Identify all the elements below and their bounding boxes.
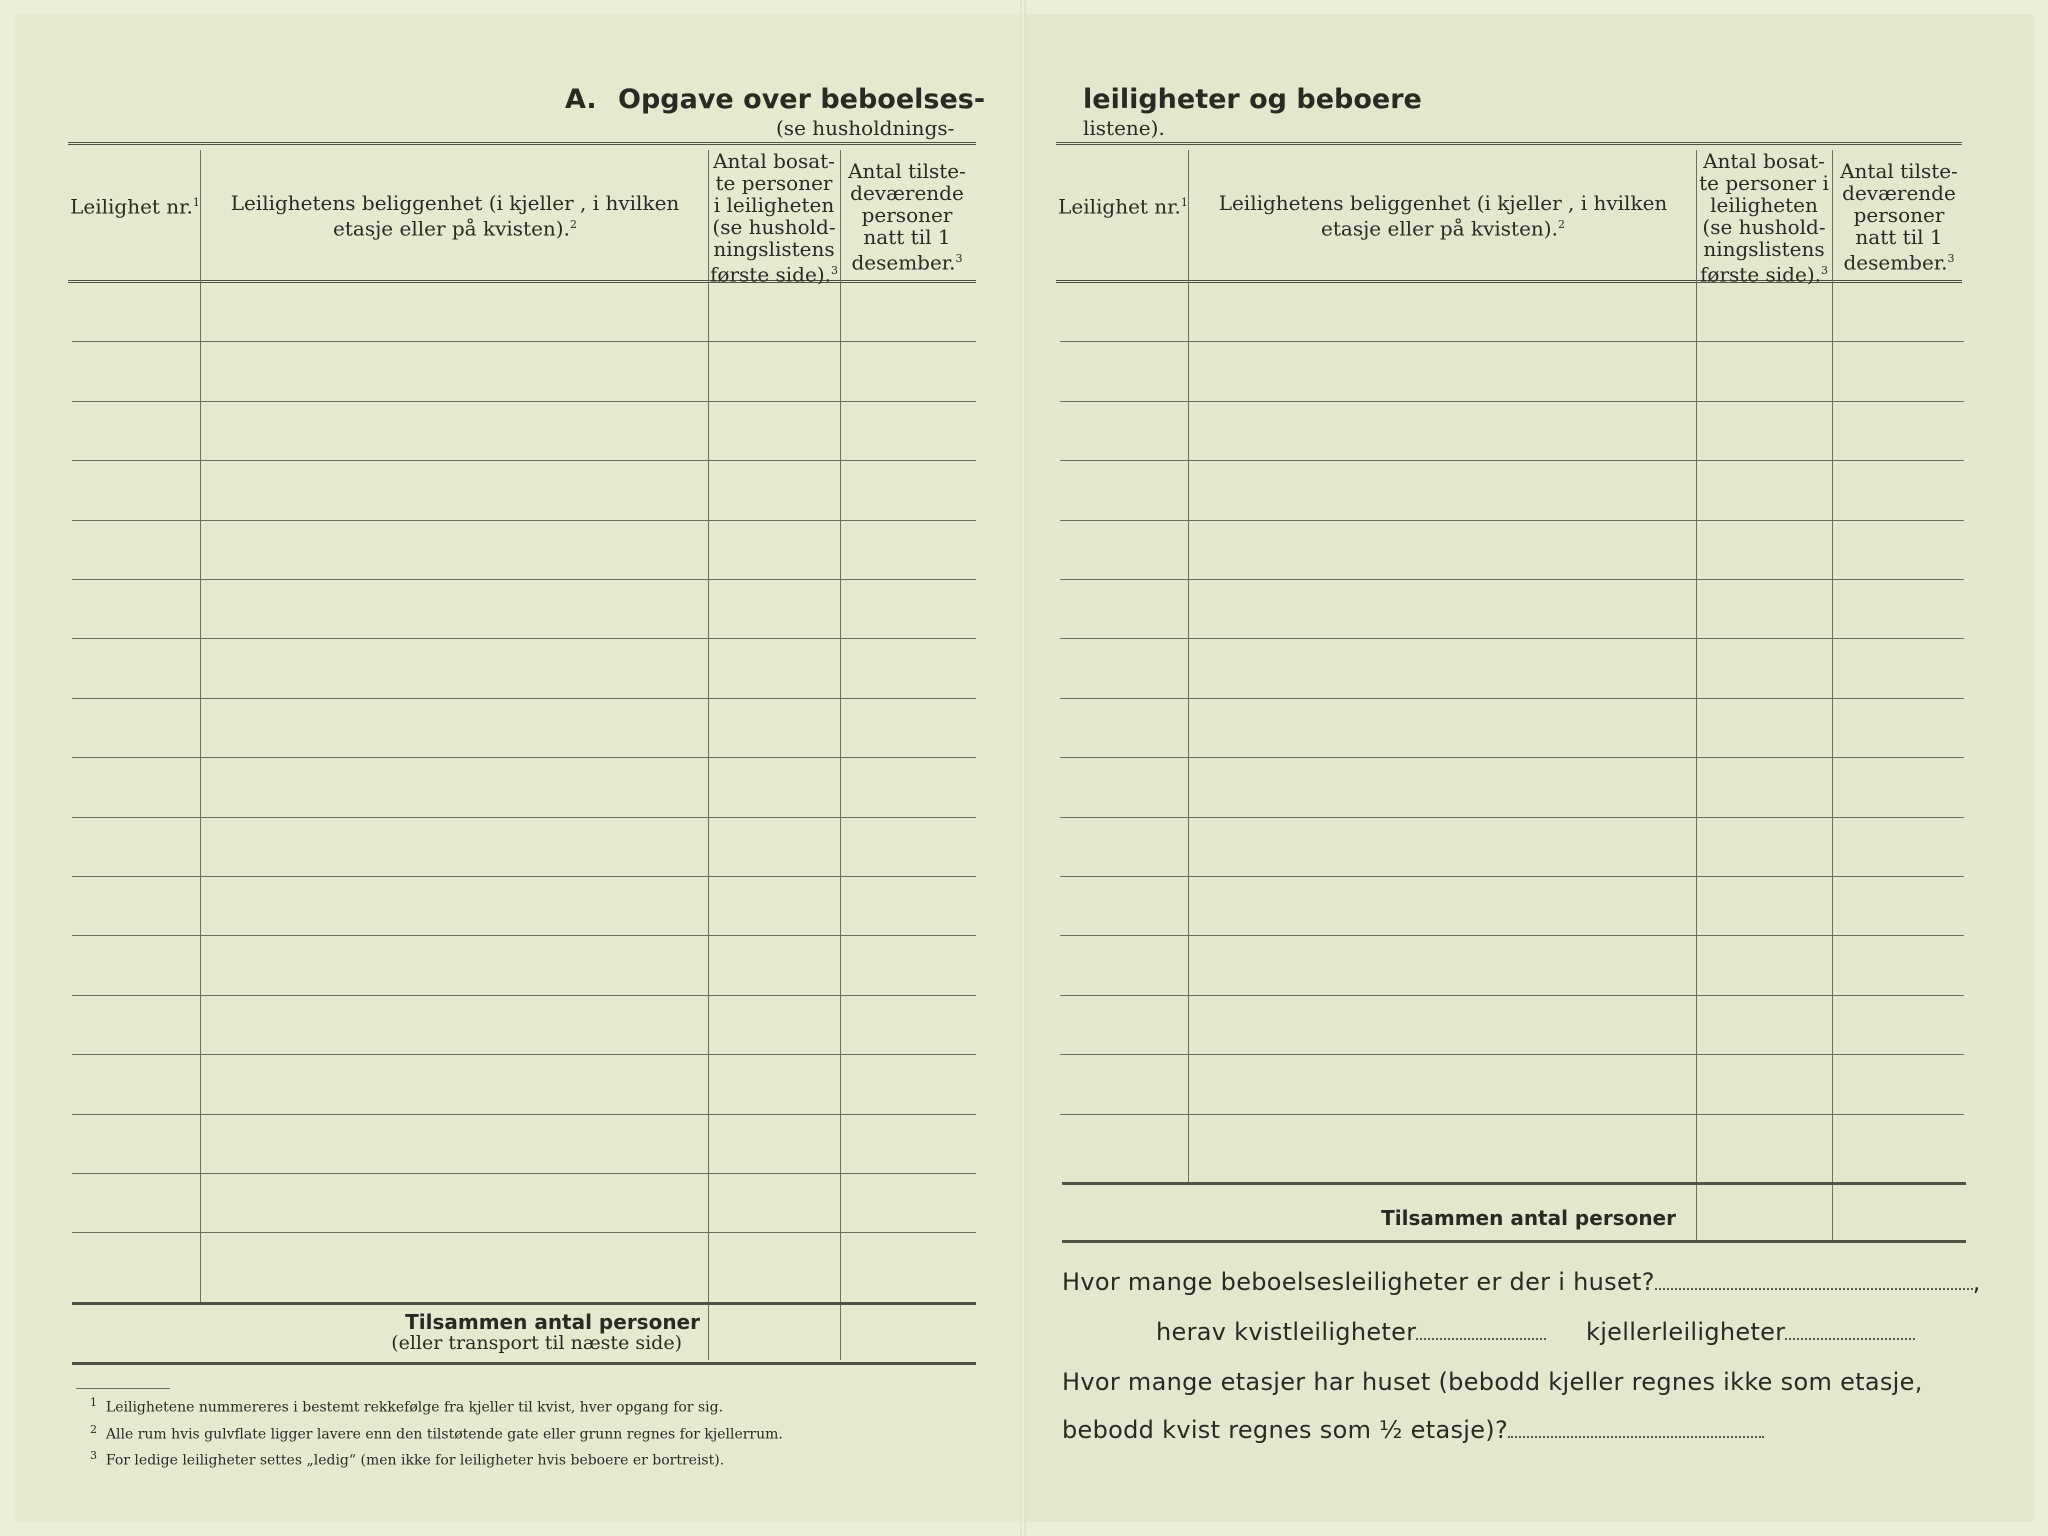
right-header-location: Leilighetens beliggenhet (i kjeller , i hvilken etasje eller på kvisten).$^2$ bbox=[1218, 191, 1668, 241]
left-table-row-line bbox=[72, 876, 976, 877]
left-table-row-line bbox=[72, 935, 976, 936]
right-col-divider-2 bbox=[1696, 150, 1697, 1240]
left-table-row-line bbox=[72, 1173, 976, 1174]
left-table-row-line bbox=[72, 460, 976, 461]
left-table-row-line bbox=[72, 817, 976, 818]
right-table-row-line bbox=[1060, 401, 1964, 402]
section-label: A. bbox=[565, 84, 597, 115]
right-total-rule bbox=[1062, 1182, 1966, 1185]
subtitle-left: (se husholdnings- bbox=[776, 116, 955, 140]
answer-basement-field[interactable] bbox=[1785, 1320, 1915, 1340]
right-table-row-line bbox=[1060, 817, 1964, 818]
left-col-divider-1 bbox=[200, 150, 201, 1302]
answer-floors-field[interactable] bbox=[1508, 1418, 1764, 1438]
question-floors-line2: bebodd kvist regnes som ½ etasje)? bbox=[1062, 1416, 1764, 1444]
title-left: Opgave over beboelses- bbox=[618, 84, 986, 115]
left-table-row-line bbox=[72, 1232, 976, 1233]
left-header-residents: Antal bosat- te personer i leiligheten (se hushold- ningslistens første side).$^3$ bbox=[710, 149, 838, 287]
right-table-row-line bbox=[1060, 579, 1964, 580]
left-total-label: Tilsammen antal personer bbox=[405, 1310, 700, 1334]
footnote-rule bbox=[76, 1388, 170, 1389]
right-header-present: Antal tilste- deværende personer natt til 1 desember.$^3$ bbox=[1840, 159, 1958, 275]
left-table-bottom-rule bbox=[72, 1362, 976, 1365]
left-table-row-line bbox=[72, 520, 976, 521]
right-header-residents: Antal bosat- te personer i leiligheten (se hushold- ningslistens første side).$^3$ bbox=[1699, 149, 1829, 287]
answer-apartments-field[interactable] bbox=[1655, 1270, 1973, 1290]
right-table-row-line bbox=[1060, 935, 1964, 936]
left-table-row-line bbox=[72, 757, 976, 758]
title-right: leiligheter og beboere bbox=[1083, 84, 1422, 115]
left-table-row-line bbox=[72, 401, 976, 402]
footnote-1: $^1$ Leilighetene nummereres i bestemt rekkefølge fra kjeller til kvist, hver opgang for sig. bbox=[90, 1396, 724, 1416]
left-total-sublabel: (eller transport til næste side) bbox=[391, 1332, 682, 1354]
right-table-row-line bbox=[1060, 995, 1964, 996]
left-table-row-line bbox=[72, 579, 976, 580]
right-col-divider-1 bbox=[1188, 150, 1189, 1182]
page-fold bbox=[1020, 0, 1026, 1536]
left-header-location: Leilighetens beliggenhet (i kjeller , i hvilken etasje eller på kvisten).$^2$ bbox=[230, 191, 680, 241]
left-col-divider-2 bbox=[708, 150, 709, 1360]
question-floors-line1: Hvor mange etasjer har huset (bebodd kjeller regnes ikke som etasje, bbox=[1062, 1368, 1923, 1396]
right-table-row-line bbox=[1060, 638, 1964, 639]
right-table-row-line bbox=[1060, 460, 1964, 461]
question-apartment-types: herav kvistleiligheter kjellerleiligheter bbox=[1156, 1318, 1915, 1346]
left-table-row-line bbox=[72, 1114, 976, 1115]
left-table-top-rule bbox=[68, 142, 976, 145]
left-table-row-line bbox=[72, 341, 976, 342]
right-table-row-line bbox=[1060, 520, 1964, 521]
right-table-row-line bbox=[1060, 1054, 1964, 1055]
subtitle-right: listene). bbox=[1083, 116, 1165, 140]
right-table-row-line bbox=[1060, 341, 1964, 342]
left-header-present: Antal tilste- deværende personer natt til 1 desember.$^3$ bbox=[848, 159, 966, 275]
right-col-divider-3 bbox=[1832, 150, 1833, 1240]
left-col-divider-3 bbox=[840, 150, 841, 1360]
left-table-row-line bbox=[72, 1054, 976, 1055]
footnote-2: $^2$ Alle rum hvis gulvflate ligger lavere enn den tilstøtende gate eller grunn regnes for kjellerrum. bbox=[90, 1422, 783, 1443]
footnotes bbox=[90, 1392, 990, 1472]
footnote-3: $^3$ For ledige leiligheter settes „ledig“ (men ikke for leiligheter hvis beboere er bortreist). bbox=[90, 1449, 725, 1469]
question-apartments: Hvor mange beboelsesleiligheter er der i huset? bbox=[1062, 1268, 1968, 1296]
right-table-bottom-rule bbox=[1062, 1240, 1966, 1243]
left-table-row-line bbox=[72, 638, 976, 639]
right-total-label: Tilsammen antal personer bbox=[1381, 1206, 1676, 1230]
answer-attic-field[interactable] bbox=[1416, 1320, 1546, 1340]
right-table-row-line bbox=[1060, 698, 1964, 699]
right-table-top-rule bbox=[1056, 142, 1962, 145]
left-table-row-line bbox=[72, 995, 976, 996]
right-table-row-line bbox=[1060, 1114, 1964, 1115]
left-table-row-line bbox=[72, 698, 976, 699]
right-table-row-line bbox=[1060, 876, 1964, 877]
right-header-apartment-no: Leilighet nr.$^1$ bbox=[1058, 194, 1188, 219]
left-total-rule bbox=[72, 1302, 976, 1305]
left-header-apartment-no: Leilighet nr.$^1$ bbox=[70, 194, 200, 219]
right-table-row-line bbox=[1060, 757, 1964, 758]
